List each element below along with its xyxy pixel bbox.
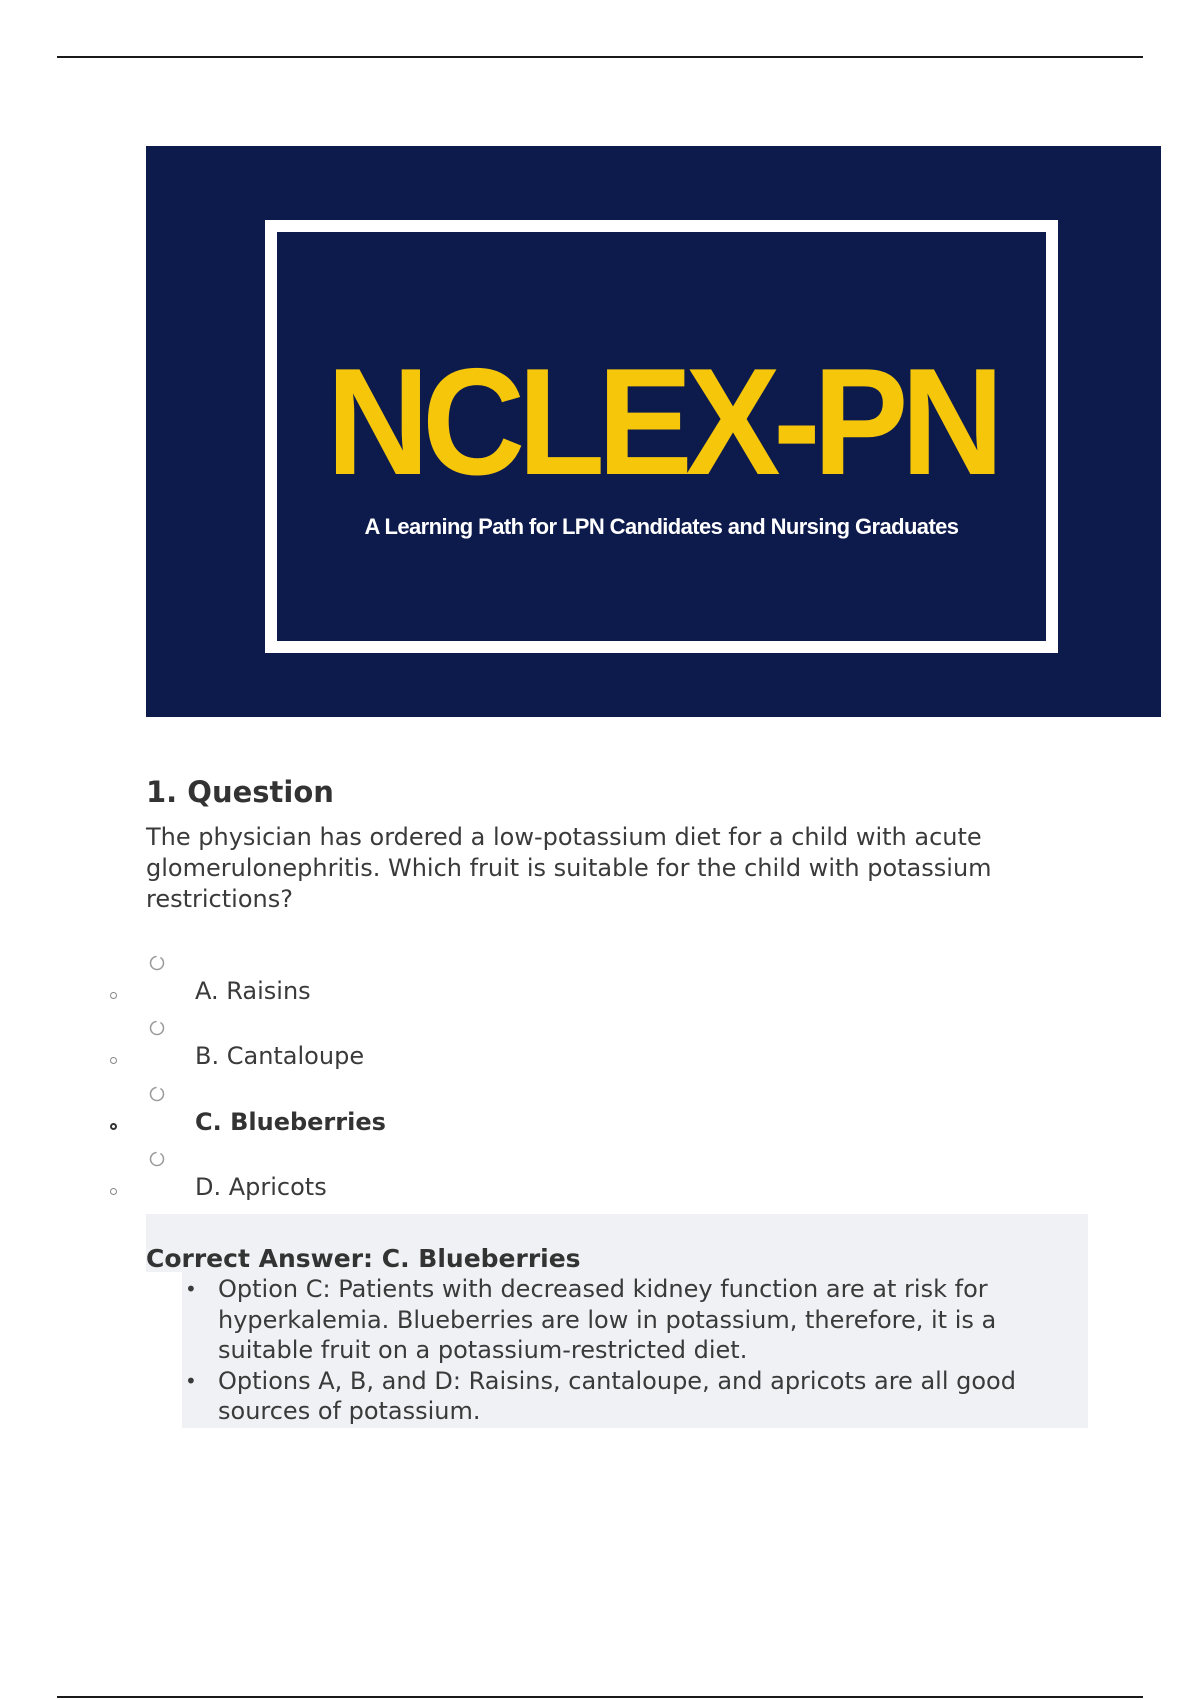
option-d[interactable]	[0, 1151, 1200, 1211]
bottom-rule	[57, 1696, 1143, 1698]
list-bullet-icon	[110, 1188, 117, 1195]
bullet-icon: •	[185, 1368, 197, 1393]
top-rule	[57, 56, 1143, 58]
radio-button-icon[interactable]	[149, 1020, 165, 1036]
radio-button-icon[interactable]	[149, 955, 165, 971]
option-a[interactable]	[0, 955, 1200, 1015]
banner-subtitle: A Learning Path for LPN Candidates and Nursing Graduates	[364, 514, 959, 539]
list-item	[182, 1274, 1062, 1366]
option-b[interactable]	[0, 1020, 1200, 1080]
banner-frame	[265, 220, 1058, 653]
bullet-icon: •	[185, 1277, 197, 1301]
radio-button-icon[interactable]	[149, 1086, 165, 1102]
correct-answer-title: Correct Answer: C. Blueberries	[146, 1244, 581, 1273]
explanation-text: Option C: Patients with decreased kidney function are at risk for hyperkalemia. Blueberries are low in potassium, therefore, it is a suitable fruit on a potassium-restricted diet.	[218, 1275, 997, 1364]
option-label[interactable]: D. Apricots	[195, 1173, 327, 1201]
banner-title: NCLEX-PN	[326, 337, 997, 507]
list-item	[182, 1366, 1062, 1427]
option-label[interactable]: A. Raisins	[195, 977, 311, 1005]
question-heading: 1. Question	[146, 775, 334, 809]
list-bullet-icon	[110, 992, 117, 999]
explanation-list	[182, 1274, 1062, 1427]
radio-button-icon[interactable]	[149, 1151, 165, 1167]
option-c[interactable]	[0, 1086, 1200, 1146]
list-bullet-icon	[110, 1057, 117, 1064]
question-text: The physician has ordered a low-potassium diet for a child with acute glomerulonephritis. Which fruit is suitable for the child with potassium restrictions?	[146, 823, 992, 913]
list-bullet-icon	[110, 1123, 117, 1130]
explanation-text: Options A, B, and D: Raisins, cantaloupe, and apricots are all good sources of potassium.	[218, 1366, 1016, 1425]
nclex-banner	[146, 146, 1161, 717]
option-label[interactable]: B. Cantaloupe	[195, 1042, 365, 1070]
answer-explanation-box	[146, 1214, 1088, 1428]
option-label[interactable]: C. Blueberries	[195, 1108, 386, 1136]
